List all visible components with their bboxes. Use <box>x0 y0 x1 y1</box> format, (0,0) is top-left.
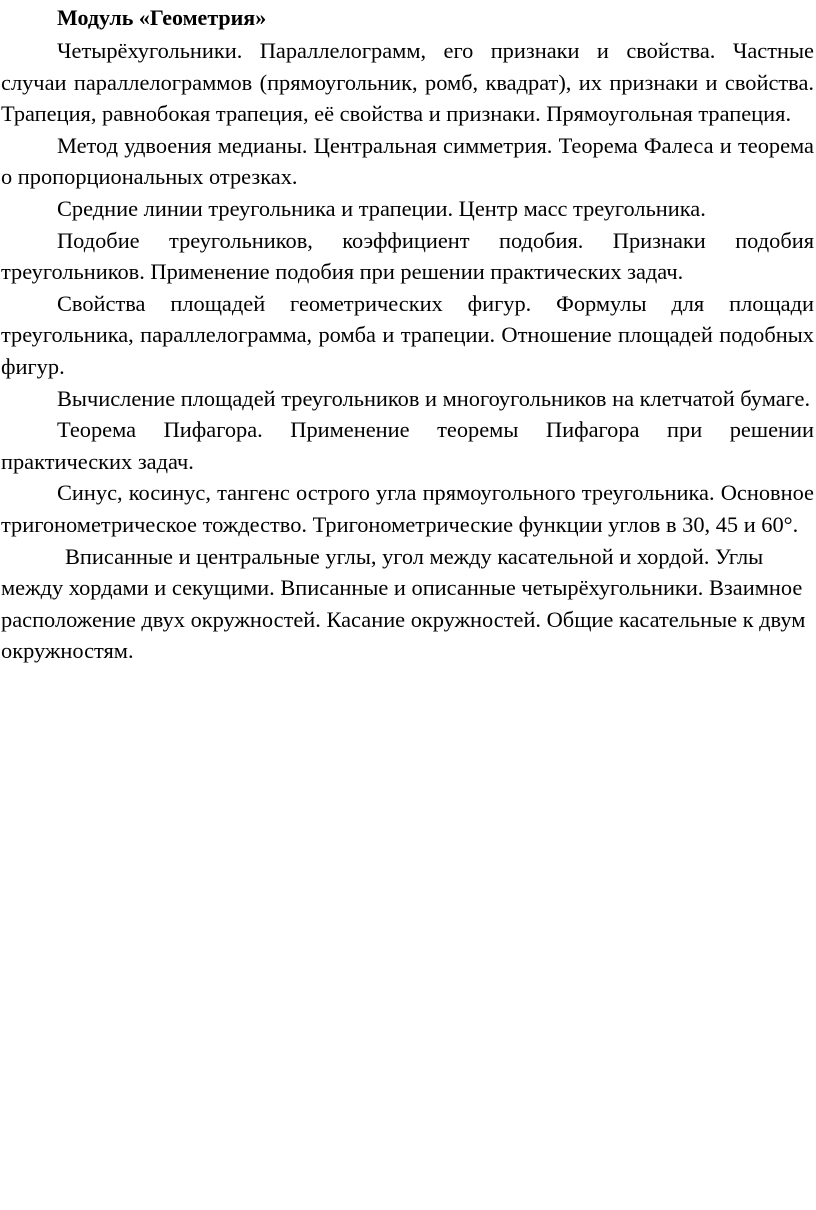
paragraph-quadrilaterals: Четырёхугольники. Параллелограмм, его признаки и свойства. Частные случаи параллелограммов (прямоугольник, ромб, квадрат), их признаки и свойства. Трапеция, равнобокая трапеция, её свойства и признаки. Прямоугольная трапеция. <box>1 38 814 127</box>
paragraph-trigonometry: Синус, косинус, тангенс острого угла прямоугольного треугольника. Основное тригонометрическое тождество. Тригонометрические функции углов в 30, 45 и 60°. <box>1 480 814 537</box>
paragraph-pythagoras: Теорема Пифагора. Применение теоремы Пифагора при решении практических задач. <box>1 417 814 474</box>
paragraph-grid-areas: Вычисление площадей треугольников и многоугольников на клетчатой бумаге. <box>57 385 811 411</box>
paragraph-midlines: Средние линии треугольника и трапеции. Центр масс треугольника. <box>57 195 706 221</box>
paragraph-median-method: Метод удвоения медианы. Центральная симметрия. Теорема Фалеса и теорема о пропорциональных отрезках. <box>1 132 814 190</box>
paragraph-similarity: Подобие треугольников, коэффициент подобия. Признаки подобия треугольников. Применение подобия при решении практических задач. <box>1 227 814 285</box>
module-title: Модуль «Геометрия» <box>57 5 267 30</box>
paragraph-circles: Вписанные и центральные углы, угол между касательной и хордой. Углы между хордами и секущими. Вписанные и описанные четырёхугольники. Взаимное расположение двух окружностей. Касание окружностей. Общие касательные к двум окружностям. <box>1 543 806 664</box>
paragraph-areas: Свойства площадей геометрических фигур. Формулы для площади треугольника, параллелограмма, ромба и трапеции. Отношение площадей подобных фигур. <box>1 290 814 379</box>
